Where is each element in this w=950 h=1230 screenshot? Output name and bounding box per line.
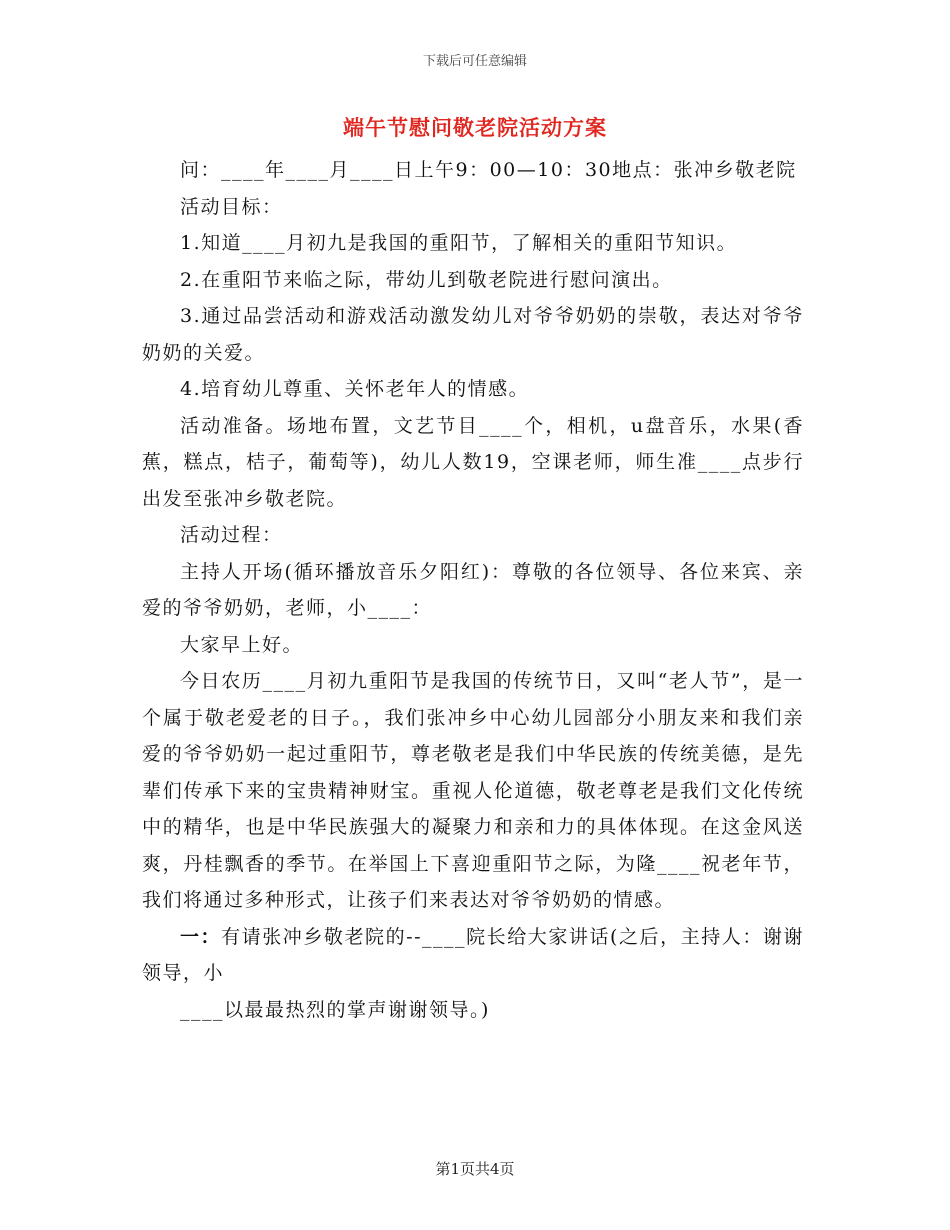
paragraph-host-opening: 主持人开场(循环播放音乐夕阳红)：尊敬的各位领导、各位来宾、亲爱的爷爷奶奶，老师，小____： <box>142 560 804 619</box>
item-one-text: 有请张冲乡敬老院的--____院长给大家讲话(之后，主持人：谢谢领导，小 <box>142 925 804 984</box>
paragraph-applause: ____以最最热烈的掌声谢谢领导。) <box>180 998 490 1021</box>
item-one-label: 一： <box>180 925 222 948</box>
document-body <box>142 152 804 1028</box>
paragraph-process-heading: 活动过程： <box>180 524 283 546</box>
paragraph-goal-2: 2.在重阳节来临之际，带幼儿到敬老院进行慰问演出。 <box>180 268 673 291</box>
document-title: 端午节慰问敬老院活动方案 <box>343 115 607 140</box>
paragraph-festival-intro: 今日农历____月初九重阳节是我国的传统节日，又叫“老人节”，是一个属于敬老爱老的日子。，我们张冲乡中心幼儿园部分小朋友来和我们亲爱的爷爷奶奶一起过重阳节，尊老敬老是我们中华民族的传统美德，是先辈们传承下来的宝贵精神财宝。重视人伦道德，敬老尊老是我们文化传统中的精华，也是中华民族强大的凝聚力和亲和力的具体体现。在这金风送爽，丹桂飘香的季节。在举国上下喜迎重阳节之际，为隆____祝老年节，我们将通过多种形式，让孩子们来表达对爷爷奶奶的情感。 <box>142 670 804 911</box>
paragraph-goal-4: 4.培育幼儿尊重、关怀老年人的情感。 <box>180 378 530 400</box>
paragraph-time-location: 问：____年____月____日上午9：00—10：30地点：张冲乡敬老院 <box>180 159 797 181</box>
paragraph-greeting: 大家早上好。 <box>180 633 304 656</box>
page-footer: 第1页共4页 <box>435 1160 515 1178</box>
paragraph-goal-3: 3.通过品尝活动和游戏活动激发幼儿对爷爷奶奶的崇敬，表达对爷爷奶奶的关爱。 <box>142 305 804 364</box>
paragraph-goals-heading: 活动目标： <box>180 195 283 218</box>
paragraph-preparation: 活动准备。场地布置，文艺节目____个，相机，u盘音乐，水果(香蕉，糕点，桔子，葡萄等)，幼儿人数19，空课老师，师生准____点步行出发至张冲乡敬老院。 <box>142 414 804 510</box>
page-header: 下载后可任意编辑 <box>422 54 527 69</box>
paragraph-goal-1: 1.知道____月初九是我国的重阳节，了解相关的重阳节知识。 <box>180 232 738 254</box>
paragraph-item-one <box>142 919 804 992</box>
